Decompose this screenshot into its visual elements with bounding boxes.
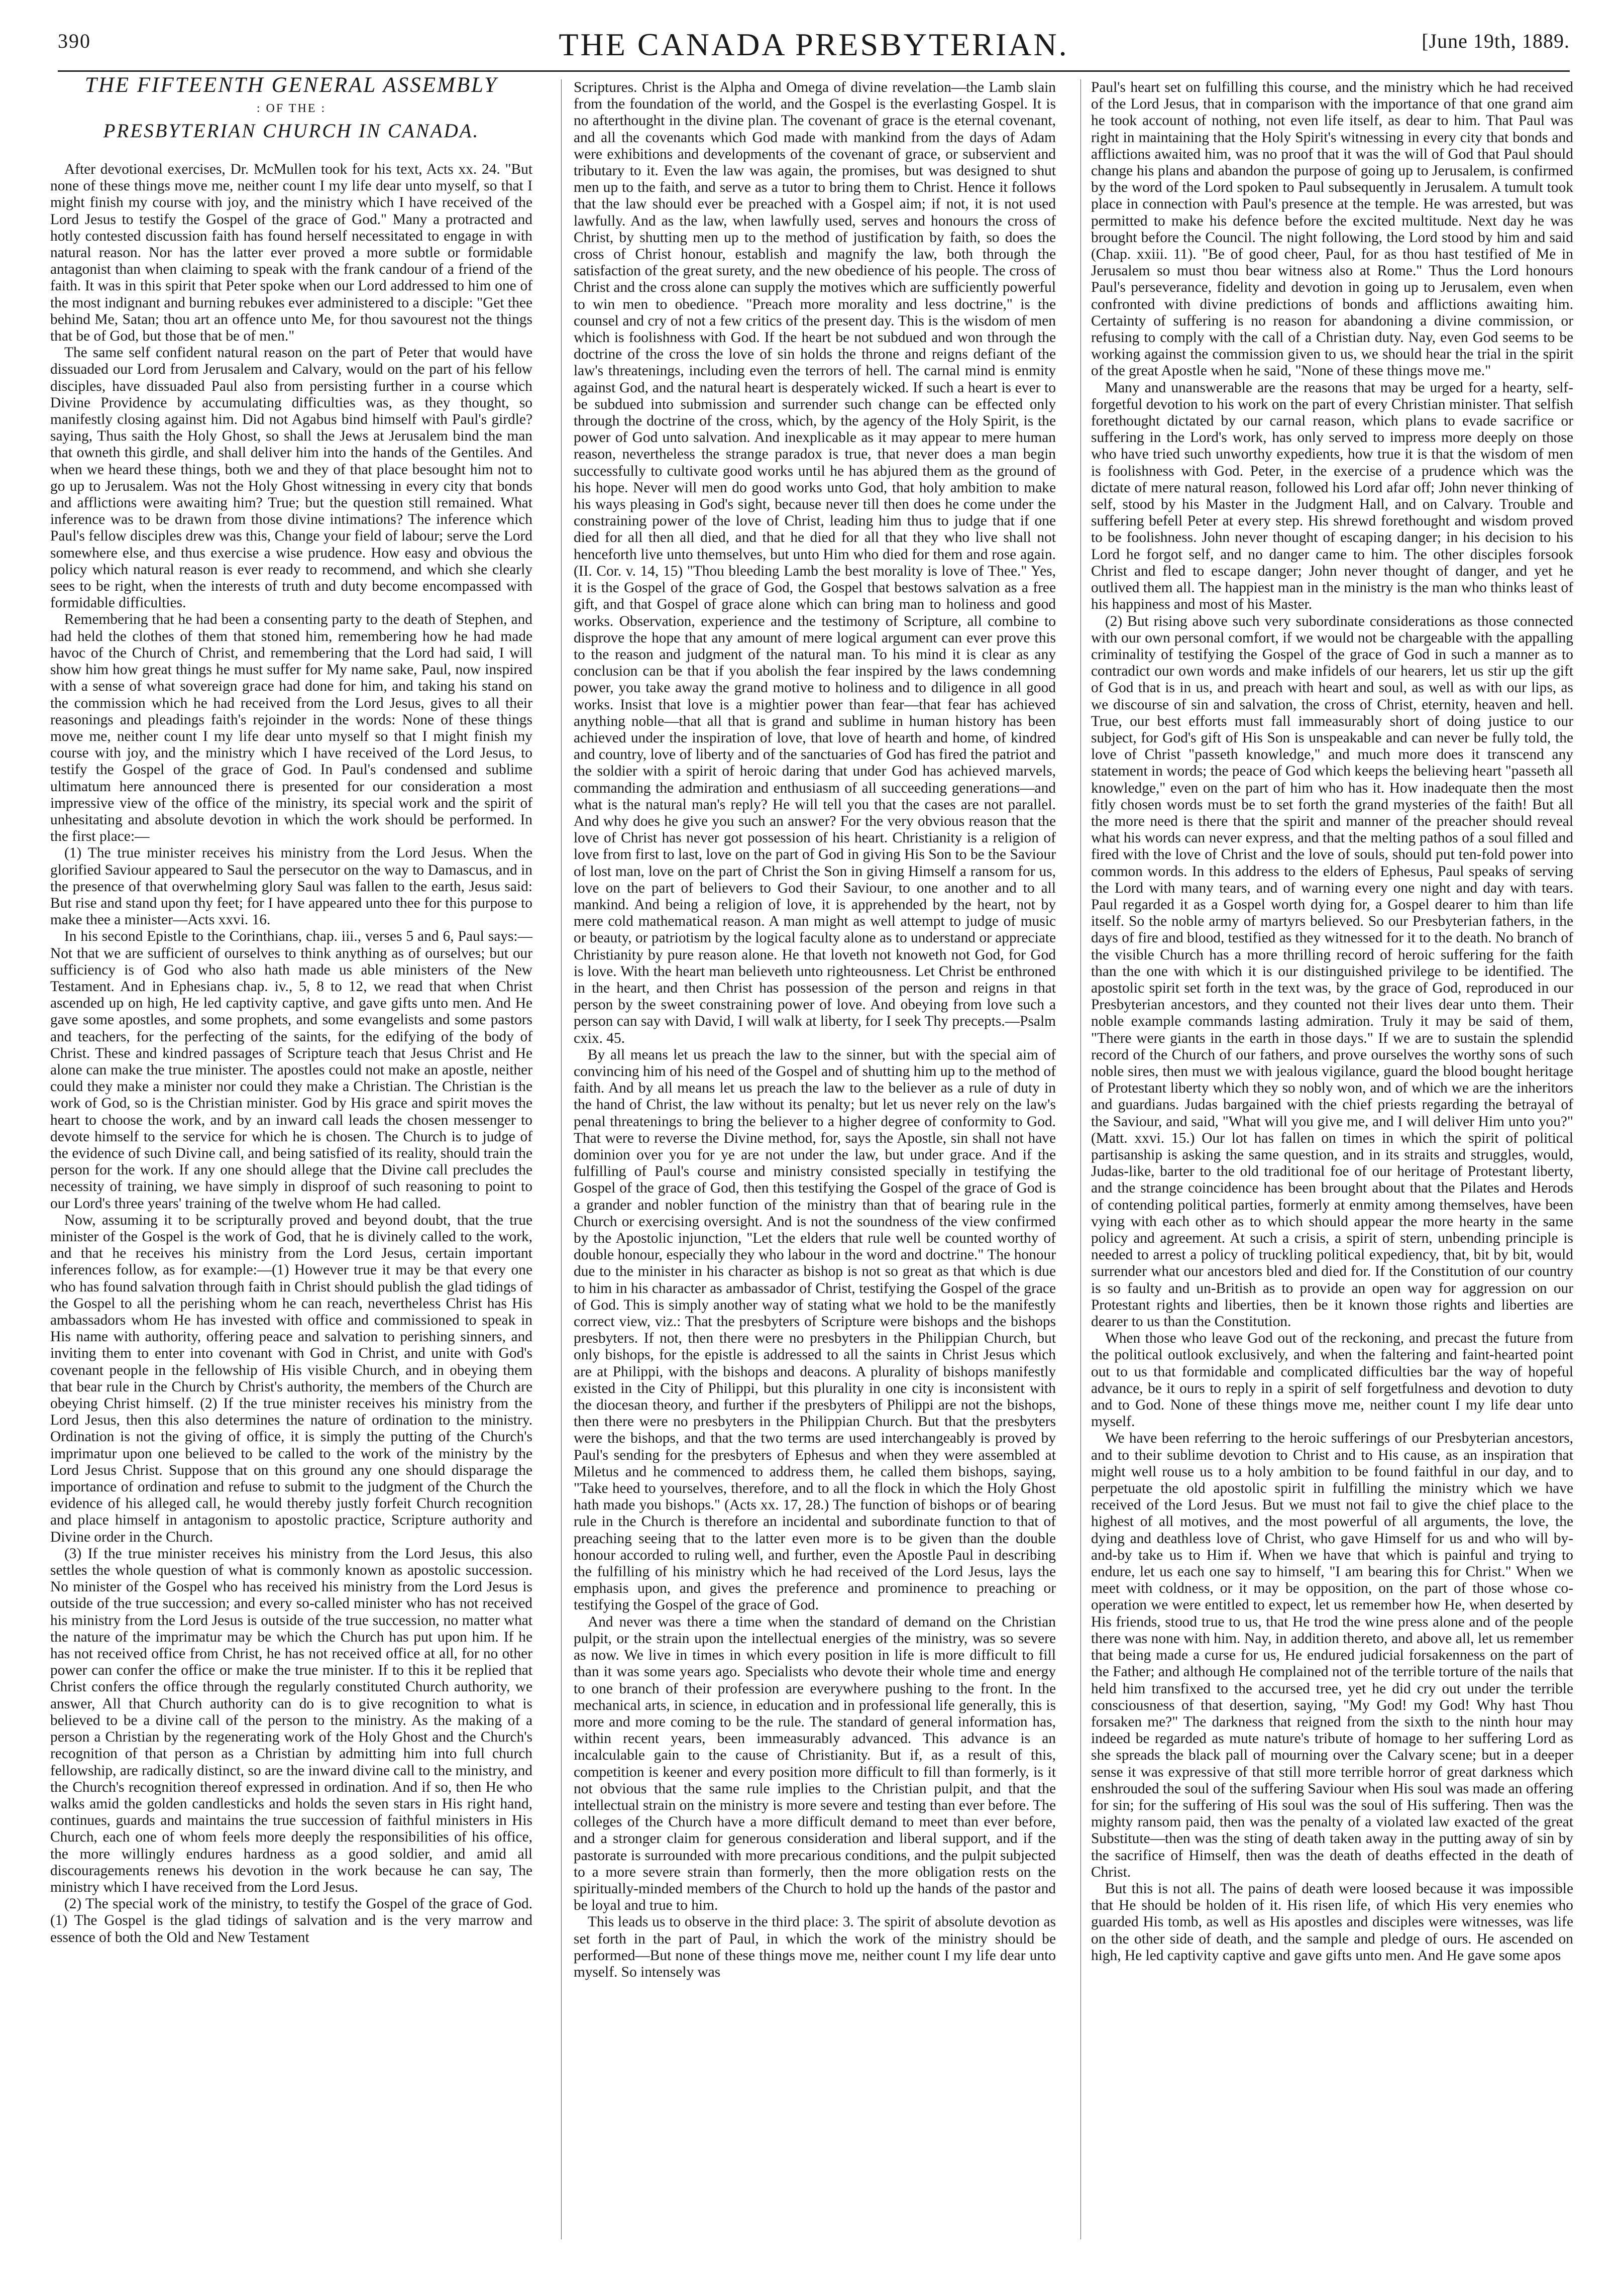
paragraph: We have been referring to the heroic sufferings of our Presbyterian ancestors, and to their sublime devotion to Christ and to His cause, as an inspiration that might well rouse us to a holy ambition to be found faithful in our day, and to perpetuate the old apostolic spirit in fulfilling the ministry which we have received of the Lord Jesus. But we must not fail to give the chief place to the highest of all motives, and the most powerful of all arguments, the love, the dying and deathless love of Christ, who gave Himself for us and who will by-and-by take us to Him if. When we have that which is painful and trying to endure, let us each one say to himself, "I am bearing this for Christ." When we meet with coldness, or it may be opposition, on the part of those whose co-operation we were entitled to expect, let us remember how He, when deserted by His friends, stood true to us, that He trod the wine press alone and of the people there was none with him. Nay, in addition thereto, and above all, let us remember that being made a curse for us, He endured judicial forsakenness on the part of the Father; and although He complained not of the terrible torture of the nails that held him transfixed to the accursed tree, yet he did cry out under the terrible consciousness of that desertion, saying, "My God! my God! Why hast Thou forsaken me?" The darkness that reigned from the sixth to the ninth hour may indeed be regarded as mute nature's tribute of homage to her suffering Lord as she spreads the black pall of mourning over the Calvary scene; but in a deeper sense it was expressive of that still more terrible horror of great darkness which enshrouded the soul of the suffering Saviour when His soul was made an offering for sin; for the suffering of His soul was the soul of His suffering. Then was the mighty ransom paid, then was the penalty of a violated law exacted of the great Substitute—then was the sting of death taken away in the putting away of sin by the sacrifice of Himself, then was the death of deaths effected in the death of Christ. xyxy=(1091,1430,1573,1880)
page-number: 390 xyxy=(58,30,91,52)
paragraph: Scriptures. Christ is the Alpha and Omega of divine revelation—the Lamb slain from the foundation of the world, and the Gospel is the everlasting Gospel. It is no afterthought in the divine plan. The covenant of grace is the eternal covenant, and all the covenants which God made with mankind from the days of Adam were exhibitions and developments of the covenant of grace, or subservient and tributary to it. Even the law was again, the promises, but was designed to shut men up to the faith, and serve as a tutor to bring them to Christ. Hence it follows that the law should ever be preached with a Gospel aim; if not, it is not used lawfully. And as the law, when lawfully used, serves and honours the cross of Christ, by shutting men up to the method of justification by faith, so does the cross of Christ honour, establish and magnify the law, both through the satisfaction of the great surety, and the new obedience of his people. The cross of Christ and the cross alone can supply the motives which are sufficiently powerful to win men to obedience. "Preach more morality and less doctrine," is the counsel and cry of not a few critics of the present day. This is the wisdom of men which is foolishness with God. If the heart be not subdued and won through the doctrine of the cross the love of sin holds the throne and reigns defiant of the law's threatenings, including even the terrors of hell. The carnal mind is enmity against God, and the natural heart is desperately wicked. If such a heart is ever to be subdued into submission and surrender such change can be effected only through the doctrine of the cross, which, by the agency of the Holy Spirit, is the power of God unto salvation. And inexplicable as it may appear to mere human reason, nevertheless the strange paradox is true, that never does a man begin successfully to cultivate good works until he has abjured them as the ground of his hope. Never will men do good works unto God, that holy ambition to make his ways pleasing in God's sight, because never till then does he come under the constraining power of the love of Christ, leading him thus to judge that if one died for all then all died, and that he died for all that they who live shall not henceforth live unto themselves, but unto Him who died for them and rose again. (II. Cor. v. 14, 15) "Thou bleeding Lamb the best morality is love of Thee." Yes, it is the Gospel of the grace of God, the Gospel that bestows salvation as a free gift, and that Gospel of grace alone which can bring man to holiness and good works. Observation, experience and the testimony of Scripture, all combine to disprove the hope that any amount of mere logical argument can ever prove this to the reason and judgment of the natural man. To his mind it is clear as any conclusion can be that if you abolish the fear inspired by the laws condemning power, you take away the grand motive to holiness and to diligence in all good works. Insist that love is a mightier power than fear—that fear has achieved anything noble—that all that is grand and sublime in human history has been achieved under the inspiration of love, that love of hearth and home, of kindred and country, love of liberty and of the sanctuaries of God has fired the patriot and the soldier with a spirit of heroic daring that under God has achieved marvels, commanding the admiration and enthusiasm of all succeeding generations—and what is the natural man's reply? He will tell you that the cases are not parallel. And why does he give you such an answer? For the very obvious reason that the love of Christ has never got possession of his heart. Christianity is a religion of love from first to last, love on the part of God in giving His Son to be the Saviour of lost man, love on the part of Christ the Son in giving Himself a ransom for us, love on the part of believers to God their Saviour, to one another and to all mankind. And being a religion of love, it is apprehended by the heart, not by mere cold mathematical reason. A man might as well attempt to judge of music or beauty, or patriotism by the logical faculty alone as to understand or appreciate Christianity by pure reason alone. He that loveth not knoweth not God, for God is love. With the heart man believeth unto righteousness. Let Christ be enthroned in the heart, and then Christ has possession of the person and reigns in that person by the sweet constraining power of love. And obeying from love such a person can say with David, I will walk at liberty, for I seek Thy precepts.—Psalm cxix. 45. xyxy=(574,79,1056,1046)
column-divider xyxy=(1080,79,1081,2239)
column-divider xyxy=(561,79,562,2239)
masthead xyxy=(58,26,1570,66)
article-title: THE FIFTEENTH GENERAL ASSEMBLY xyxy=(84,73,498,97)
paragraph: (2) But rising above such very subordinate considerations as those connected with our own personal comfort, if we would not be chargeable with the appalling criminality of testifying the Gospel of the grace of God in such a manner as to contradict our own words and make infidels of our hearers, let us stir up the gift of God that is in us, and preach with heart and soul, as well as with our lips, as we discourse of sin and salvation, the cross of Christ, eternity, heaven and hell. True, our best efforts must fall immeasurably short of doing justice to our subject, for God's gift of His Son is unspeakable and can never be fully told, the love of Christ "passeth knowledge," and much more does it transcend any statement in words; the peace of God which keeps the believing heart "passeth all knowledge," even on the part of him who has it. How inadequate then the most fitly chosen words must be to set forth the grand mysteries of the faith! But all the more need is there that the spirit and manner of the preacher should reveal what his words can never express, and that the melting pathos of a soul filled and fired with the love of Christ and the love of souls, should put ten-fold power into common words. In this address to the elders of Ephesus, Paul speaks of serving the Lord with many tears, and of warning every one night and day with tears. Paul regarded it as a Gospel worth dying for, a Gospel dearer to him than life itself. So the noble army of martyrs believed. So our Presbyterian fathers, in the days of fire and blood, testified as they witnessed for it to the death. No branch of the visible Church has a more thrilling record of heroic suffering for the faith than the one with which it is our distinguished privilege to be identified. The apostolic spirit set forth in the text was, by the grace of God, reproduced in our Presbyterian ancestors, and they counted not their lives dear unto them. Their noble example commands lasting admiration. Truly it may be said of them, "There were giants in the earth in those days." If we are to sustain the splendid record of the Church of our fathers, and prove ourselves the worthy sons of such noble sires, then must we with jealous vigilance, guard the blood bought heritage of Protestant liberty which they so nobly won, and of which we are the inheritors and guardians. Judas bargained with the chief priests regarding the betrayal of the Saviour, and said, "What will you give me, and I will deliver Him unto you?" (Matt. xxvi. 15.) Our lot has fallen on times in which the spirit of political partisanship is asking the same question, and in its straits and struggles, would, Judas-like, barter to the old traditional foe of our heritage of Protestant liberty, and the strange coincidence has been brought about that the Pilates and Herods of contending political parties, formerly at enmity among themselves, have been vying with each other as to which should appear the more hearty in the same policy and agreement. At such a crisis, a spirit of stern, unbending principle is needed to arrest a policy of truckling political expediency, that, bit by bit, would surrender what our ancestors bled and died for. If the Constitution of our country is so faulty and un-British as to provide an open way for aggression on our Protestant rights and liberties, then be it known those rights and liberties are dearer to us than the Constitution. xyxy=(1091,613,1573,1330)
paragraph: When those who leave God out of the reckoning, and precast the future from the political outlook exclusively, and when the faltering and faint-hearted point out to us that formidable and complicated difficulties bar the way of hopeful advance, be it ours to reply in a spirit of self forgetfulness and devotion to duty and to God. None of these things move me, neither count I my life dear unto myself. xyxy=(1091,1330,1573,1430)
article-subtitle: PRESBYTERIAN CHURCH IN CANADA. xyxy=(103,120,480,142)
paragraph: (3) If the true minister receives his ministry from the Lord Jesus, this also settles the whole question of what is commonly known as apostolic succession. No minister of the Gospel who has received his ministry from the Lord Jesus is outside of the true succession; and every so-called minister who has not received his ministry from the Lord Jesus is outside of the true succession, no matter what the nature of the imprimatur may be which the Church has put upon him. If he has not received office from Christ, he has not received office at all, for no other power can confer the office or make the true minister. If to this it be replied that Christ confers the office through the regularly constituted Church authority, we answer, All that Church authority can do is to give recognition to what is believed to be a divine call of the person to the ministry. As the making of a person a Christian by the regenerating work of the Holy Ghost and the Church's recognition of that person as a Christian by admitting him into full church fellowship, are radically distinct, so are the inward divine call to the ministry, and the Church's recognition thereof expressed in ordination. And if so, then He who walks amid the golden candlesticks and holds the seven stars in His right hand, continues, guards and maintains the true succession of faithful ministers in His Church, each one of whom feels more deeply the responsibilities of his office, the more willingly endures hardness as a good soldier, and amid all discouragements renews his devotion in the work because he can say, The ministry which I have received from the Lord Jesus. xyxy=(50,1545,532,1895)
column-2 xyxy=(574,79,1056,1981)
paragraph: This leads us to observe in the third place: 3. The spirit of absolute devotion as set forth in the part of Paul, in which the work of the ministry should be performed—But none of these things move me, neither count I my life dear unto myself. So intensely was xyxy=(574,1914,1056,1980)
paragraph: Many and unanswerable are the reasons that may be urged for a hearty, self-forgetful devotion to his work on the part of every Christian minister. That selfish forethought dictated by our carnal reason, which plans to evade sacrifice or suffering in the Lord's work, has only served to impress more deeply on those who have tried such unworthy expedients, how true it is that the wisdom of men is foolishness with God. Peter, in the exercise of a prudence which was the dictate of mere natural reason, followed his Lord afar off; John never thinking of self, stood by his Master in the Judgment Hall, and on Calvary. Trouble and suffering befell Peter at every step. His shrewd forethought and wisdom proved to be foolishness. John never thought of escaping danger; in his decision to his Lord he forgot self, and no danger came to him. The other disciples forsook Christ and fled to escape danger; John never thought of danger, and yet he outlived them all. The happiest man in the ministry is the man who thinks least of his happiness and most of his Master. xyxy=(1091,379,1573,613)
masthead-rule xyxy=(58,70,1570,72)
issue-date: [June 19th, 1889. xyxy=(1422,30,1570,52)
column-3 xyxy=(1091,79,1573,1964)
paragraph: In his second Epistle to the Corinthians, chap. iii., verses 5 and 6, Paul says:—Not that we are sufficient of ourselves to think anything as of ourselves; but our sufficiency is of God who also hath made us able ministers of the New Testament. And in Ephesians chap. iv., 5, 8 to 12, we read that when Christ ascended up on high, He led captivity captive, and gave gifts unto men. And He gave some apostles, and some prophets, and some evangelists and some pastors and teachers, for the perfecting of the saints, for the edifying of the body of Christ. These and kindred passages of Scripture teach that Jesus Christ and He alone can make the true minister. The apostles could not make an apostle, neither could they make a minister nor could they make a Christian. The Christian is the work of God, so is the Christian minister. God by His grace and spirit moves the heart to choose the work, and by an inward call leads the chosen messenger to devote himself to the service for which he is chosen. The Church is to judge of the evidence of such Divine call, and being satisfied of its reality, should train the person for the work. If any one should allege that the Divine call precludes the necessity of training, we have simply in disproof of such reasoning to point to our Lord's three years' training of the twelve whom He had called. xyxy=(50,928,532,1212)
paragraph: After devotional exercises, Dr. McMullen took for his text, Acts xx. 24. "But none of these things move me, neither count I my life dear unto myself, so that I might finish my course with joy, and the ministry which I have received of the Lord Jesus to testify the Gospel of the grace of God." Many a protracted and hotly contested discussion faith has found herself necessitated to engage in with natural reason. Nor has the latter ever proved a more subtle or formidable antagonist than when claiming to speak with the frank candour of a friend of the faith. It was in this spirit that Peter spoke when our Lord addressed to him one of the most indignant and burning rebukes ever administered to a disciple: "Get thee behind Me, Satan; thou art an offence unto Me, for thou savourest not the things that be of God, but those that be of men." xyxy=(50,161,532,345)
paragraph: Remembering that he had been a consenting party to the death of Stephen, and had held the clothes of them that stoned him, remembering how he had made havoc of the Church of Christ, and remembering that the Lord had said, I will show him how great things he must suffer for My name sake, Paul, now inspired with a sense of what sovereign grace had done for him, and taking his stand on the commission which he had received from the Lord Jesus, gives to all their reasonings and pleadings faith's rejoinder in the words: None of these things move me, neither count I my life dear unto myself so that I might finish my course with joy, and the ministry which I have received of the Lord Jesus, to testify the Gospel of the grace of God. In Paul's condensed and sublime ultimatum here announced there is presented for our consideration a most impressive view of the office of the ministry, its special work and the spirit of unhesitating and absolute devotion in which the work should be performed. In the first place:— xyxy=(50,611,532,845)
paragraph: And never was there a time when the standard of demand on the Christian pulpit, or the strain upon the intellectual energies of the ministry, was so severe as now. We live in times in which every position in life is more difficult to fill than it was some years ago. Specialists who devote their whole time and energy to one branch of their profession are everywhere pushing to the front. In the mechanical arts, in science, in education and in professional life generally, this is more and more coming to be the rule. The standard of general information has, within recent years, been immeasurably advanced. This advance is an incalculable gain to the cause of Christianity. But if, as a result of this, competition is keener and every position more difficult to fill than formerly, is it not obvious that the same rule implies to the Christian pulpit, and that the intellectual strain on the ministry is more severe and testing than ever before. The colleges of the Church have a more difficult demand to meet than ever before, and a stronger claim for generous consideration and liberal support, and if the pastorate is surrounded with more precarious conditions, and the pulpit subjected to a more severe strain than formerly, then the more obligation rests on the spiritually-minded members of the Church to hold up the hands of the pastor and be loyal and true to him. xyxy=(574,1613,1056,1914)
paragraph: (1) The true minister receives his ministry from the Lord Jesus. When the glorified Saviour appeared to Saul the persecutor on the way to Damascus, and in the presence of that overwhelming glory Saul was fallen to the earth, Jesus said: But rise and stand upon thy feet; for I have appeared unto thee for this purpose to make thee a minister—Acts xxvi. 16. xyxy=(50,845,532,928)
paragraph: The same self confident natural reason on the part of Peter that would have dissuaded our Lord from Jerusalem and Calvary, would on the part of his fellow disciples, have dissuaded Paul also from persisting further in a course which Divine Providence by accumulating difficulties was, as they thought, so manifestly closing against him. Did not Agabus bind himself with Paul's girdle? saying, Thus saith the Holy Ghost, so shall the Jews at Jerusalem bind the man that owneth this girdle, and shall deliver him into the hands of the Gentiles. And when we heard these things, both we and they of that place besought him not to go up to Jerusalem. Was not the Holy Ghost witnessing in every city that bonds and afflictions were awaiting him? True; but the question still remained. What inference was to be drawn from those divine intimations? The inference which Paul's fellow disciples drew was this, Change your field of labour; serve the Lord somewhere else, and thus exercise a wise prudence. How easy and obvious the policy which natural reason is ever ready to recommend, and which she clearly sees to be right, when the interests of truth and duty become encompassed with formidable difficulties. xyxy=(50,345,532,611)
column-1 xyxy=(50,73,532,1946)
paragraph: By all means let us preach the law to the sinner, but with the special aim of convincing him of his need of the Gospel and of shutting him up to the method of faith. And by all means let us preach the law to the believer as a rule of duty in the hand of Christ, the law without its penalty; but let us never rely on the law's penal threatenings to bring the believer to a higher degree of conformity to God. That were to reverse the Divine method, for, says the Apostle, sin shall not have dominion over you for ye are not under the law, but under grace. And if the fulfilling of Paul's course and ministry consisted specially in testifying the Gospel of the grace of God, then this testifying the Gospel of the grace of God is a grander and nobler function of the ministry than that of bearing rule in the Church or exercising oversight. And is not the soundness of the view confirmed by the Apostolic injunction, "Let the elders that rule well be counted worthy of double honour, especially they who labour in the word and doctrine." The honour due to the minister in his character as bishop is not so great as that which is due to him in his character as ambassador of Christ, testifying the Gospel of the grace of God. This is simply another way of stating what we hold to be the manifestly correct view, viz.: That the presbyters of Scripture were bishops and the bishops presbyters. If not, then there were no presbyters in the Philippian Church, but only bishops, for the epistle is addressed to all the saints in Christ Jesus which are at Philippi, with the bishops and deacons. A plurality of bishops manifestly existed in the City of Philippi, but this plurality in one city is inconsistent with the diocesan theory, and further if the presbyters of Philippi are not the bishops, then there were no presbyters in the Philippian Church. But that the presbyters were the bishops, and that the two terms are used interchangeably is proved by Paul's sending for the presbyters of Ephesus and when they were assembled at Miletus and he commenced to address them, he called them bishops, saying, "Take heed to yourselves, therefore, and to all the flock in which the Holy Ghost hath made you bishops." (Acts xx. 17, 28.) The function of bishops or of bearing rule in the Church is therefore an incidental and subordinate function to that of preaching seeing that to the latter even more is to be given than the double honour accorded to ruling well, and further, even the Apostle Paul in describing the fulfilling of his ministry which he had received of the Lord Jesus, lays the emphasis upon, and gives the preference and prominence to preaching or testifying the Gospel of the grace of God. xyxy=(574,1046,1056,1613)
paragraph: Paul's heart set on fulfilling this course, and the ministry which he had received of the Lord Jesus, that in comparison with the importance of that one grand aim he took account of nothing, not even life itself, as dear to him. That Paul was right in maintaining that the Holy Spirit's witnessing in every city that bonds and afflictions awaited him, was no proof that it was the will of God that Paul should change his plans and abandon the purpose of going up to Jerusalem, is confirmed by the word of the Lord spoken to Paul subsequently in Jerusalem. A tumult took place in connection with Paul's presence at the temple. He was arrested, but was permitted to make his defence before the excited multitude. Next day he was brought before the Council. The night following, the Lord stood by him and said (Chap. xxiii. 11). "Be of good cheer, Paul, for as thou hast testified of Me in Jerusalem so must thou bear witness also at Rome." Thus the Lord honours Paul's perseverance, fidelity and devotion in going up to Jerusalem, even when confronted with divine predictions of bonds and afflictions awaiting him. Certainty of suffering is no reason for abandoning a divine commission, or refusing to comply with the call of a Christian duty. Nay, even God seems to be working against the commission given to us, we should hear the trial in the spirit of the great Apostle when he said, "None of these things move me." xyxy=(1091,79,1573,379)
paragraph: But this is not all. The pains of death were loosed because it was impossible that He should be holden of it. His risen life, of which His very enemies who guarded His tomb, as well as His apostles and disciples were witnesses, was life on the other side of death, and the sample and pledge of ours. He ascended on high, He led captivity captive and gave gifts unto men. And He gave some apos xyxy=(1091,1880,1573,1964)
paragraph: (2) The special work of the ministry, to testify the Gospel of the grace of God. (1) The Gospel is the glad tidings of salvation and is the very marrow and essence of both the Old and New Testament xyxy=(50,1896,532,1945)
paragraph: Now, assuming it to be scripturally proved and beyond doubt, that the true minister of the Gospel is the work of God, that he is divinely called to the work, and that he receives his ministry from the Lord Jesus, certain important inferences follow, as for example:—(1) However true it may be that every one who has found salvation through faith in Christ should publish the glad tidings of the Gospel to all the perishing whom he can reach, nevertheless Christ has His ambassadors whom He has invested with office and commissioned to speak in His name with authority, offering peace and salvation to perishing sinners, and inviting them to enter into covenant with God in Christ, and unite with God's covenant people in the fellowship of His visible Church, and in obeying them that bear rule in the Church by Christ's authority, the members of the Church are obeying Christ himself. (2) If the true minister receives his ministry from the Lord Jesus, then this also determines the nature of ordination to the ministry. Ordination is not the giving of office, it is simply the putting of the Church's imprimatur upon one believed to be called to the work of the ministry by the Lord Jesus Christ. Suppose that on this ground any one should disparage the importance of ordination and refuse to submit to the judgment of the Church the evidence of his alleged call, he would thereby justly forfeit Church recognition and place himself in antagonism to apostolic practice, Scripture authority and Divine order in the Church. xyxy=(50,1212,532,1545)
article-of-the: : OF THE : xyxy=(256,102,327,115)
paper-title: THE CANADA PRESBYTERIAN. xyxy=(559,27,1069,62)
